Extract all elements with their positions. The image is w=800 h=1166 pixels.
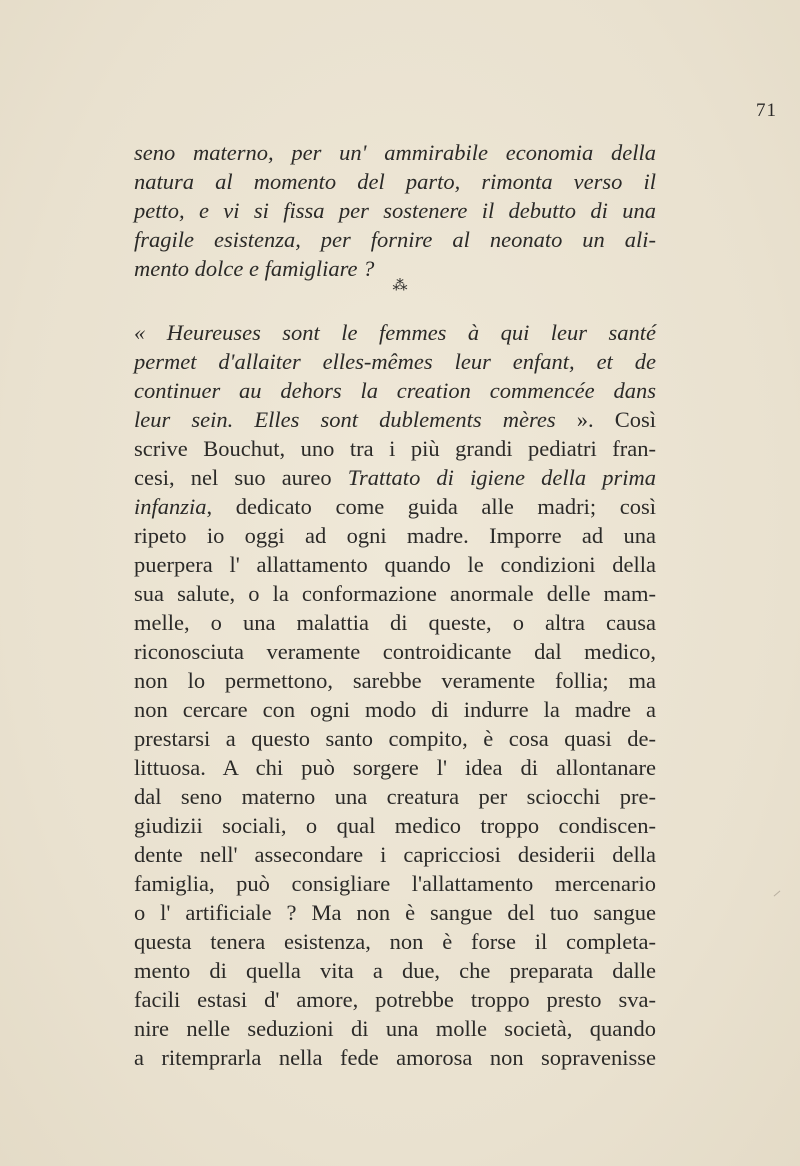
text-line: mento dolce e famigliare ? [134,256,375,281]
text-line: puerpera l' allattamento quando le condizioni della [134,552,656,577]
text-line: sua salute, o la conformazione anormale delle mam- [134,581,656,606]
text-line: a ritemprarla nella fede amorosa non sopravenisse [134,1045,656,1070]
quote-line: continuer au dehors la creation commencée dans [134,378,656,403]
text-line [134,492,656,521]
text-line [134,463,656,492]
text-line: famiglia, può consigliare l'allattamento mercenario [134,871,656,896]
book-title: infanzia [134,494,207,519]
text-line: giudizii sociali, o qual medico troppo condiscen- [134,813,656,838]
text-line: riconosciuta veramente controidicante dal medico, [134,639,656,664]
text-line: non cercare con ogni modo di indurre la madre a [134,697,656,722]
text-line: o l' artificiale ? Ma non è sangue del tuo sangue [134,900,656,925]
text-line: mento di quella vita a due, che preparata dalle [134,958,656,983]
text-line: non lo permettono, sarebbe veramente follia; ma [134,668,656,693]
quote-line: « Heureuses sont le femmes à qui leur santé [134,320,656,345]
text-line: prestarsi a questo santo compito, è cosa quasi de- [134,726,656,751]
quote-close: ». Così [555,407,656,432]
text-line: scrive Bouchut, uno tra i più grandi pediatri fran- [134,436,656,461]
text-line: dal seno materno una creatura per sciocchi pre- [134,784,656,809]
text-line: questa tenera esistenza, non è forse il completa- [134,929,656,954]
text-line: melle, o una malattia di queste, o altra causa [134,610,656,635]
quote-line: permet d'allaiter elles-mêmes leur enfant, et de [134,349,656,374]
text-fragment: cesi, nel suo aureo [134,465,348,490]
quote-end: leur sein. Elles sont dublements mères [134,407,556,432]
paragraph-quote [134,318,656,1072]
text-line: nire nelle seduzioni di una molle società, quando [134,1016,656,1041]
paragraph-continuation [134,138,656,283]
book-title: Trattato di igiene della prima [347,465,656,490]
text-fragment: , dedicato come guida alle madri; così [206,494,656,519]
text-line: petto, e vi si fissa per sostenere il debutto di una [134,198,656,223]
text-line: ripeto io oggi ad ogni madre. Imporre ad una [134,523,656,548]
asterism-separator: ⁂ [392,278,408,294]
pencil-mark [774,891,781,897]
text-line: seno materno, per un' ammirabile economia della [134,140,656,165]
text-line: littuosa. A chi può sorgere l' idea di allontanare [134,755,656,780]
text-line: fragile esistenza, per fornire al neonato un ali- [134,227,656,252]
page-number: 71 [756,100,777,121]
text-line: facili estasi d' amore, potrebbe troppo presto sva- [134,987,656,1012]
text-line: natura al momento del parto, rimonta verso il [134,169,656,194]
text-line [134,405,656,434]
text-line: dente nell' assecondare i capricciosi desiderii della [134,842,656,867]
